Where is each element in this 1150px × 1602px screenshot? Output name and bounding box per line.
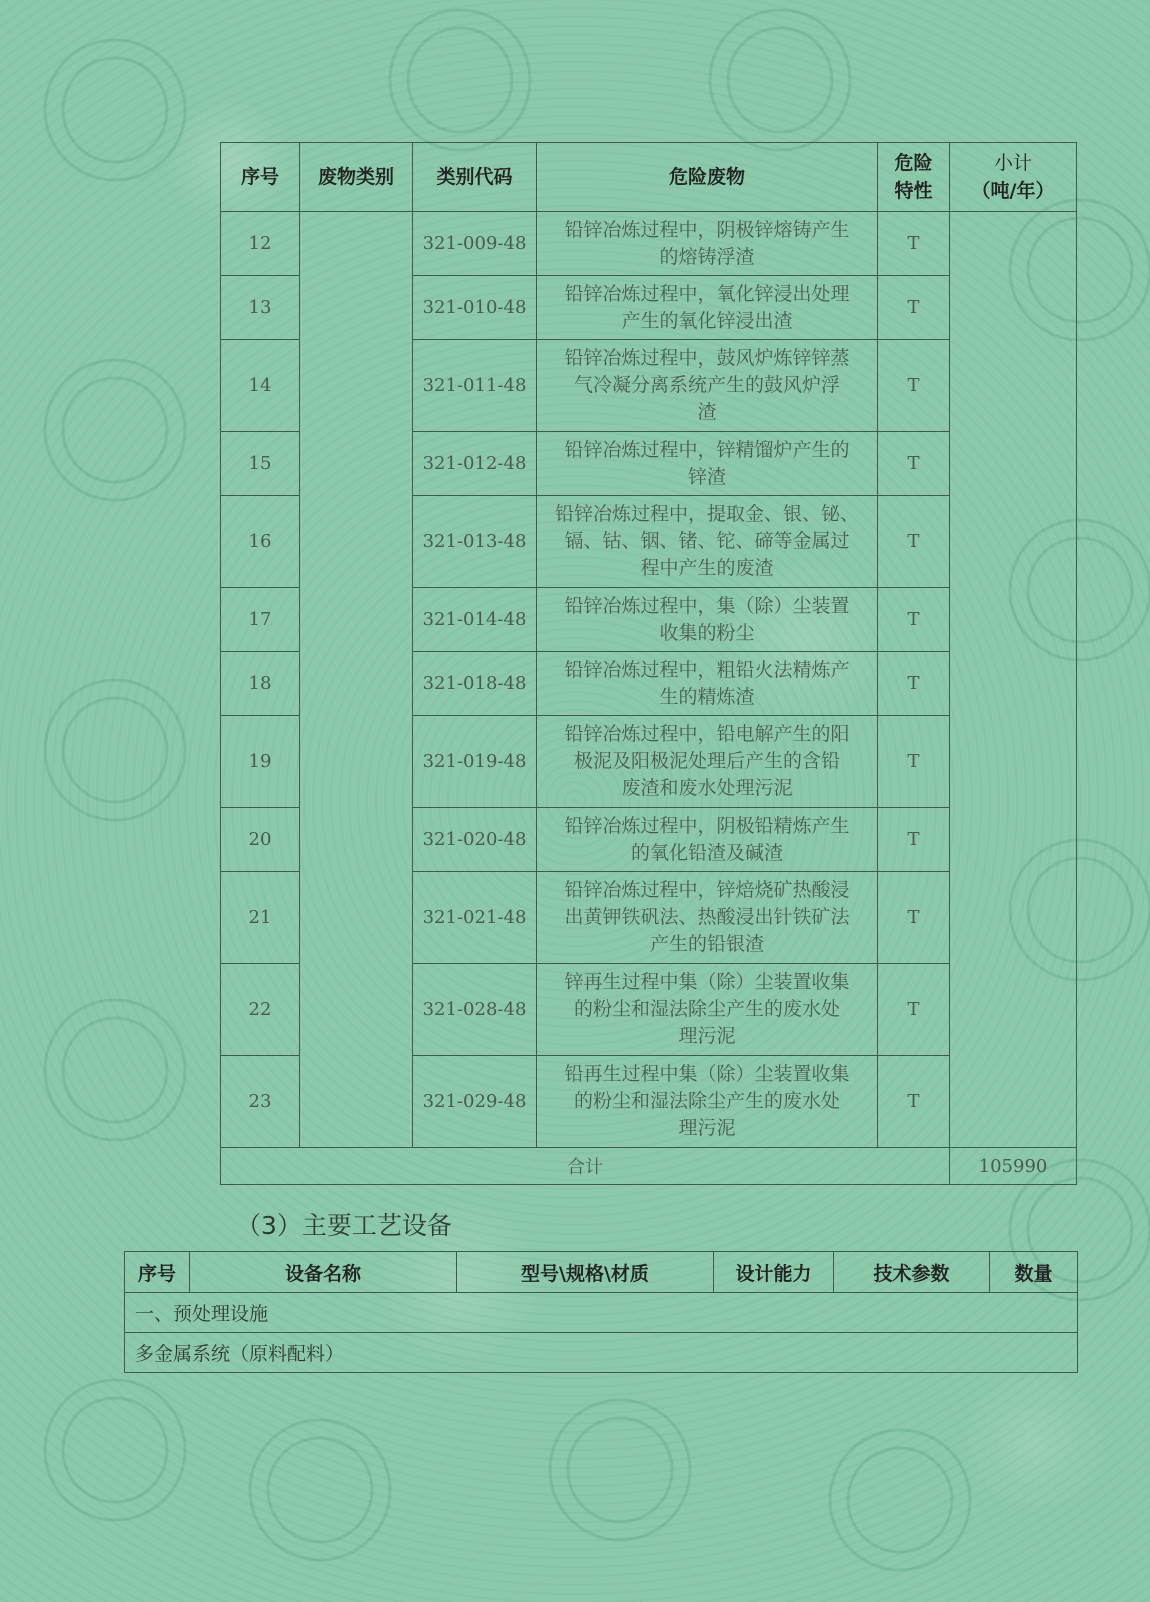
header-subtotal-line1: 小计 bbox=[993, 152, 1032, 174]
row-waste-description bbox=[537, 652, 878, 716]
row-code: 321-009-48 bbox=[413, 212, 537, 276]
equipment-table bbox=[124, 1251, 1078, 1373]
row-code: 321-018-48 bbox=[413, 652, 537, 716]
equip-header-name: 设备名称 bbox=[190, 1252, 457, 1293]
row-code: 321-020-48 bbox=[413, 808, 537, 872]
row-characteristic: T bbox=[878, 872, 950, 964]
equipment-section-label: 一、预处理设施 bbox=[125, 1293, 1078, 1333]
row-seq: 23 bbox=[221, 1056, 300, 1148]
row-seq: 19 bbox=[221, 716, 300, 808]
row-code: 321-014-48 bbox=[413, 588, 537, 652]
row-seq: 13 bbox=[221, 276, 300, 340]
row-seq: 21 bbox=[221, 872, 300, 964]
equipment-table-header-row bbox=[125, 1252, 1078, 1293]
row-code: 321-029-48 bbox=[413, 1056, 537, 1148]
header-code: 类别代码 bbox=[413, 143, 537, 212]
row-waste-description bbox=[537, 340, 878, 432]
header-seq: 序号 bbox=[221, 143, 300, 212]
hazardous-waste-table bbox=[220, 142, 1077, 1185]
row-waste-description bbox=[537, 1056, 878, 1148]
waste-table-header-row bbox=[221, 143, 1077, 212]
row-waste-description bbox=[537, 964, 878, 1056]
header-waste: 危险废物 bbox=[537, 143, 878, 212]
row-seq: 12 bbox=[221, 212, 300, 276]
description-line: 渣 bbox=[697, 401, 717, 423]
row-characteristic: T bbox=[878, 276, 950, 340]
row-code: 321-028-48 bbox=[413, 964, 537, 1056]
row-characteristic: T bbox=[878, 808, 950, 872]
description-line: 铅锌冶炼过程中，阴极铅精炼产生 bbox=[564, 814, 850, 837]
description-line: 铅锌冶炼过程中，铅电解产生的阳 bbox=[564, 723, 850, 745]
total-row bbox=[221, 1148, 1077, 1185]
subtotal-merged-cell bbox=[950, 212, 1077, 1148]
header-category: 废物类别 bbox=[300, 143, 413, 212]
description-line: 镉、钴、铟、锗、铊、碲等金属过 bbox=[564, 530, 850, 552]
description-line: 铅锌冶炼过程中，粗铅火法精炼产 bbox=[564, 658, 850, 681]
description-line: 的氧化铅渣及碱渣 bbox=[630, 841, 783, 864]
equip-header-capacity: 设计能力 bbox=[714, 1252, 834, 1293]
row-waste-description bbox=[537, 276, 878, 340]
header-characteristic-line2: 特性 bbox=[894, 180, 933, 202]
row-code: 321-013-48 bbox=[413, 496, 537, 588]
equipment-section-label: 多金属系统（原料配料） bbox=[125, 1333, 1078, 1373]
row-seq: 16 bbox=[221, 496, 300, 588]
row-seq: 14 bbox=[221, 340, 300, 432]
row-code: 321-021-48 bbox=[413, 872, 537, 964]
description-line: 的熔铸浮渣 bbox=[659, 245, 755, 268]
description-line: 理污泥 bbox=[678, 1025, 736, 1047]
row-waste-description bbox=[537, 212, 878, 276]
description-line: 极泥及阳极泥处理后产生的含铅 bbox=[573, 750, 840, 772]
row-seq: 20 bbox=[221, 808, 300, 872]
description-line: 出黄钾铁矾法、热酸浸出针铁矿法 bbox=[564, 906, 850, 928]
row-seq: 15 bbox=[221, 432, 300, 496]
equipment-section-row bbox=[125, 1293, 1078, 1333]
row-seq: 17 bbox=[221, 588, 300, 652]
description-line: 铅锌冶炼过程中，氧化锌浸出处理 bbox=[564, 282, 850, 305]
row-characteristic: T bbox=[878, 212, 950, 276]
header-characteristic bbox=[878, 143, 950, 212]
row-waste-description bbox=[537, 496, 878, 588]
section-title: （3）主要工艺设备 bbox=[236, 1211, 452, 1240]
row-characteristic: T bbox=[878, 496, 950, 588]
description-line: 铅锌冶炼过程中，阴极锌熔铸产生 bbox=[564, 218, 850, 241]
row-characteristic: T bbox=[878, 1056, 950, 1148]
description-line: 铅锌冶炼过程中，鼓风炉炼锌锌蒸 bbox=[564, 347, 850, 369]
description-line: 气冷凝分离系统产生的鼓风炉浮 bbox=[573, 374, 840, 396]
total-value: 105990 bbox=[950, 1148, 1077, 1185]
waste-table-row bbox=[221, 212, 1077, 276]
description-line: 的粉尘和湿法除尘产生的废水处 bbox=[573, 998, 840, 1020]
description-line: 铅锌冶炼过程中，锌焙烧矿热酸浸 bbox=[564, 879, 850, 901]
row-waste-description bbox=[537, 588, 878, 652]
equip-header-seq: 序号 bbox=[125, 1252, 190, 1293]
row-characteristic: T bbox=[878, 964, 950, 1056]
description-line: 程中产生的废渣 bbox=[640, 557, 774, 579]
description-line: 锌渣 bbox=[687, 465, 726, 488]
equip-header-model: 型号\规格\材质 bbox=[457, 1252, 714, 1293]
description-line: 铅锌冶炼过程中，集（除）尘装置 bbox=[564, 594, 850, 617]
row-code: 321-011-48 bbox=[413, 340, 537, 432]
row-waste-description bbox=[537, 872, 878, 964]
row-waste-description bbox=[537, 808, 878, 872]
header-subtotal bbox=[950, 143, 1077, 212]
description-line: 生的精炼渣 bbox=[659, 685, 755, 708]
description-line: 铅锌冶炼过程中，提取金、银、铋、 bbox=[554, 503, 859, 525]
row-waste-description bbox=[537, 432, 878, 496]
description-line: 产生的铅银渣 bbox=[649, 933, 764, 955]
description-line: 理污泥 bbox=[678, 1117, 736, 1139]
row-seq: 22 bbox=[221, 964, 300, 1056]
row-characteristic: T bbox=[878, 652, 950, 716]
equipment-section-row bbox=[125, 1333, 1078, 1373]
equip-header-params: 技术参数 bbox=[834, 1252, 990, 1293]
row-characteristic: T bbox=[878, 716, 950, 808]
header-subtotal-line2: （吨/年） bbox=[971, 180, 1055, 202]
category-merged-cell bbox=[300, 212, 413, 1148]
description-line: 铅锌冶炼过程中，锌精馏炉产生的 bbox=[564, 438, 850, 461]
row-code: 321-019-48 bbox=[413, 716, 537, 808]
row-characteristic: T bbox=[878, 588, 950, 652]
description-line: 废渣和废水处理污泥 bbox=[621, 777, 793, 799]
header-characteristic-line1: 危险 bbox=[894, 152, 933, 174]
equip-header-quantity: 数量 bbox=[990, 1252, 1078, 1293]
row-characteristic: T bbox=[878, 432, 950, 496]
total-label: 合计 bbox=[221, 1148, 950, 1185]
row-code: 321-010-48 bbox=[413, 276, 537, 340]
row-seq: 18 bbox=[221, 652, 300, 716]
description-line: 铅再生过程中集（除）尘装置收集 bbox=[564, 1063, 850, 1085]
description-line: 产生的氧化锌浸出渣 bbox=[621, 309, 793, 332]
row-code: 321-012-48 bbox=[413, 432, 537, 496]
description-line: 的粉尘和湿法除尘产生的废水处 bbox=[573, 1090, 840, 1112]
description-line: 收集的粉尘 bbox=[659, 621, 755, 644]
description-line: 锌再生过程中集（除）尘装置收集 bbox=[564, 971, 850, 993]
row-characteristic: T bbox=[878, 340, 950, 432]
row-waste-description bbox=[537, 716, 878, 808]
